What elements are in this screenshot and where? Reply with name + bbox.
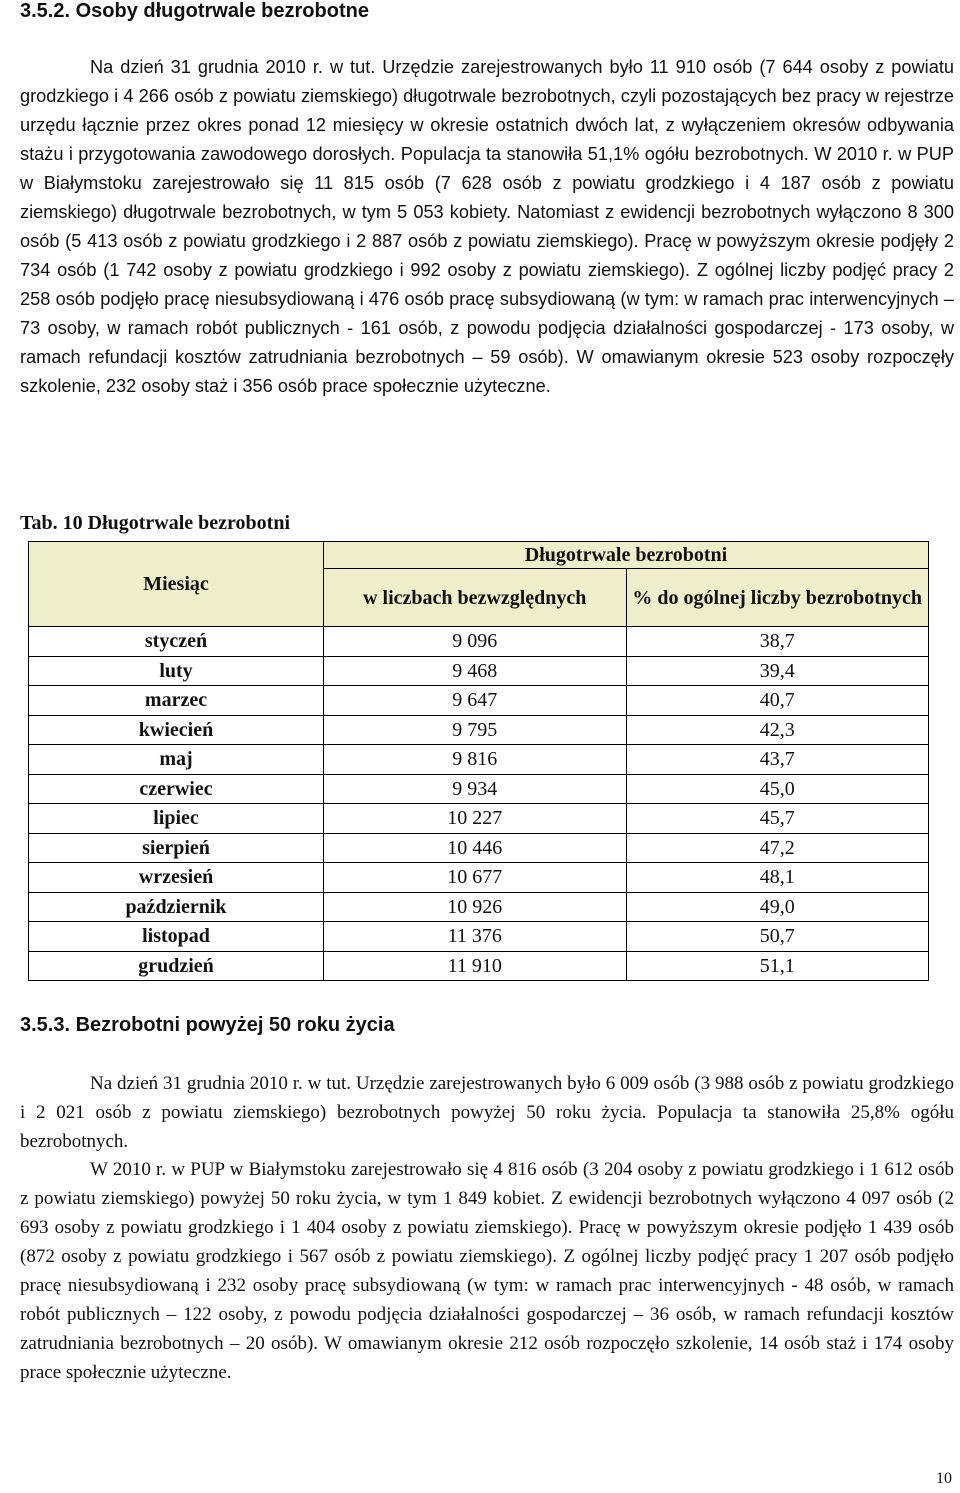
percent-cell: 49,0 xyxy=(626,892,929,922)
absolute-cell: 9 934 xyxy=(324,774,627,804)
absolute-cell: 9 647 xyxy=(324,686,627,716)
percent-cell: 51,1 xyxy=(626,951,929,981)
percent-cell: 48,1 xyxy=(626,863,929,893)
absolute-cell: 11 910 xyxy=(324,951,627,981)
month-cell: maj xyxy=(29,745,324,775)
long-term-unemployed-paragraph: Na dzień 31 grudnia 2010 r. w tut. Urzędzie zarejestrowanych było 11 910 osób (7 644 osoby z powiatu grodzkiego i 4 266 osób z powiatu ziemskiego) długotrwale bezrobotnych, czyli pozostających bez pracy w rejestrze urzędu łącznie przez okres ponad 12 miesięcy w okresie ostatnich dwóch lat, z wyłączeniem okresów odbywania stażu i przygotowania zawodowego dorosłych. Populacja ta stanowiła 51,1% ogółu bezrobotnych. W 2010 r. w PUP w Białymstoku zarejestrowało się 11 815 osób (7 628 osób z powiatu grodzkiego i 4 187 osób z powiatu ziemskiego) długotrwale bezrobotnych, w tym 5 053 kobiety. Natomiast z ewidencji bezrobotnych wyłączono 8 300 osób (5 413 osób z powiatu grodzkiego i 2 887 osób z powiatu ziemskiego). Pracę w powyższym okresie podjęły 2 734 osób (1 742 osoby z powiatu grodzkiego i 992 osoby z powiatu ziemskiego). Z ogólnej liczby podjęć pracy 2 258 osób podjęło pracę niesubsydiowaną i 476 osób pracę subsydiowaną (w tym: w ramach prac interwencyjnych – 73 osoby, w ramach robót publicznych - 161 osób, z powodu podjęcia działalności gospodarczej - 173 osoby, w ramach refundacji kosztów zatrudniania bezrobotnych – 59 osób). W omawianym okresie 523 osoby rozpoczęły szkolenie, 232 osoby staż i 356 osób prace społecznie użyteczne. xyxy=(20,57,954,396)
percent-cell: 45,7 xyxy=(626,804,929,834)
month-cell: grudzień xyxy=(29,951,324,981)
section-heading-long-term-unemployed: 3.5.2. Osoby długotrwale bezrobotne xyxy=(20,0,369,22)
column-header-percent: % do ogólnej liczby bezrobotnych xyxy=(626,569,929,627)
table-caption: Tab. 10 Długotrwale bezrobotni xyxy=(20,512,291,534)
absolute-cell: 11 376 xyxy=(324,922,627,952)
absolute-cell: 9 795 xyxy=(324,715,627,745)
table-row xyxy=(29,715,929,745)
page-number: 10 xyxy=(936,1470,952,1487)
percent-cell: 47,2 xyxy=(626,833,929,863)
month-cell: październik xyxy=(29,892,324,922)
percent-cell: 45,0 xyxy=(626,774,929,804)
section-heading-unemployed-over-50: 3.5.3. Bezrobotni powyżej 50 roku życia xyxy=(20,1014,395,1036)
absolute-cell: 9 096 xyxy=(324,627,627,657)
absolute-cell: 10 227 xyxy=(324,804,627,834)
month-cell: sierpień xyxy=(29,833,324,863)
percent-cell: 42,3 xyxy=(626,715,929,745)
month-cell: listopad xyxy=(29,922,324,952)
table-row xyxy=(29,922,929,952)
column-header-month: Miesiąc xyxy=(29,542,324,627)
column-group-header: Długotrwale bezrobotni xyxy=(324,542,929,569)
table-row xyxy=(29,656,929,686)
table-row xyxy=(29,804,929,834)
absolute-cell: 10 926 xyxy=(324,892,627,922)
percent-cell: 43,7 xyxy=(626,745,929,775)
month-cell: wrzesień xyxy=(29,863,324,893)
table-row xyxy=(29,745,929,775)
percent-cell: 50,7 xyxy=(626,922,929,952)
table-row xyxy=(29,774,929,804)
percent-cell: 39,4 xyxy=(626,656,929,686)
column-header-absolute: w liczbach bezwzględnych xyxy=(324,569,627,627)
table-row xyxy=(29,686,929,716)
table-row xyxy=(29,833,929,863)
table-row xyxy=(29,951,929,981)
absolute-cell: 9 816 xyxy=(324,745,627,775)
absolute-cell: 10 677 xyxy=(324,863,627,893)
month-cell: luty xyxy=(29,656,324,686)
table-row xyxy=(29,863,929,893)
absolute-cell: 9 468 xyxy=(324,656,627,686)
month-cell: kwiecień xyxy=(29,715,324,745)
table-row xyxy=(29,892,929,922)
table-row xyxy=(29,627,929,657)
percent-cell: 38,7 xyxy=(626,627,929,657)
over-50-paragraph-1: Na dzień 31 grudnia 2010 r. w tut. Urzędzie zarejestrowanych było 6 009 osób (3 988 osób z powiatu grodzkiego i 2 021 osób z powiatu ziemskiego) bezrobotnych powyżej 50 roku życia. Populacja ta stanowiła 25,8% ogółu bezrobotnych. xyxy=(20,1073,954,1152)
over-50-paragraph-2: W 2010 r. w PUP w Białymstoku zarejestrowało się 4 816 osób (3 204 osoby z powiatu grodzkiego i 1 612 osób z powiatu ziemskiego) powyżej 50 roku życia, w tym 1 849 kobiet. Z ewidencji bezrobotnych wyłączono 4 097 osób (2 693 osoby z powiatu grodzkiego i 1 404 osoby z powiatu ziemskiego). Pracę w powyższym okresie podjęło 1 439 osób (872 osoby z powiatu grodzkiego i 567 osób z powiatu ziemskiego). Z ogólnej liczby podjęć pracy 1 207 osób podjęło pracę niesubsydiowaną i 232 osoby pracę subsydiowaną (w tym: w ramach prac interwencyjnych - 48 osób, w ramach robót publicznych – 122 osoby, z powodu podjęcia działalności gospodarczej – 36 osób, w ramach refundacji kosztów zatrudniania bezrobotnych – 20 osób). W omawianym okresie 212 osób rozpoczęło szkolenie, 14 osób staż i 174 osoby prace społecznie użyteczne. xyxy=(20,1159,954,1383)
percent-cell: 40,7 xyxy=(626,686,929,716)
absolute-cell: 10 446 xyxy=(324,833,627,863)
month-cell: styczeń xyxy=(29,627,324,657)
month-cell: lipiec xyxy=(29,804,324,834)
long-term-unemployed-table xyxy=(28,541,929,981)
month-cell: marzec xyxy=(29,686,324,716)
month-cell: czerwiec xyxy=(29,774,324,804)
